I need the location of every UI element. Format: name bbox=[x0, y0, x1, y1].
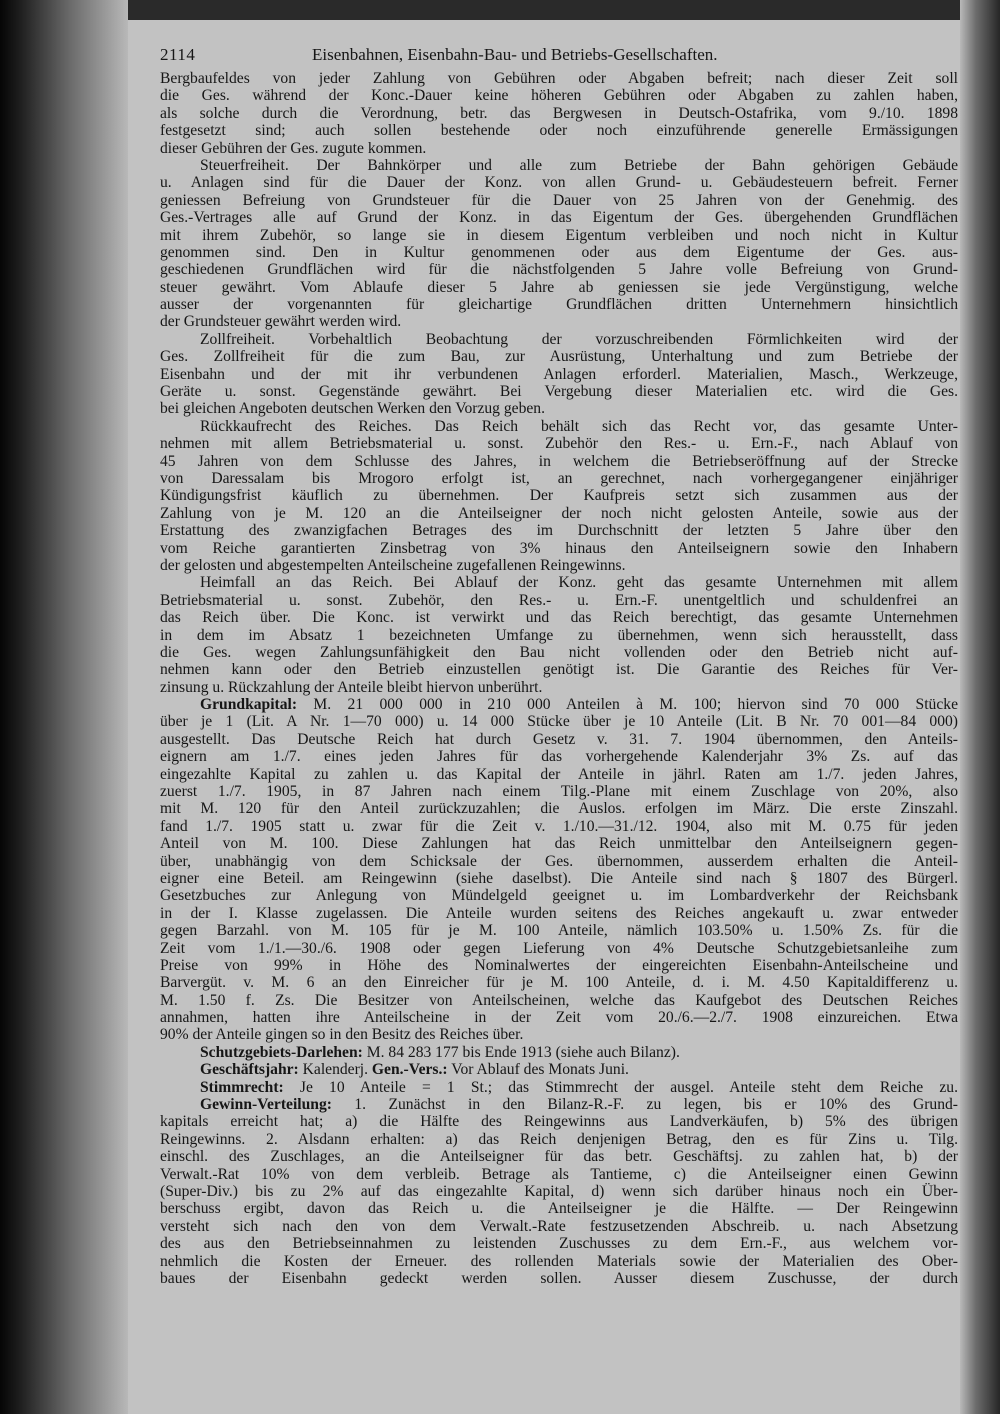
text-line bbox=[160, 261, 958, 278]
line-text: der gelosten und abgestempelten Anteilscheine zugefallenen Reingewinns. bbox=[160, 556, 626, 574]
text-line bbox=[160, 731, 958, 748]
line-text: in dem im Absatz 1 bezeichneten Umfange zu übernehmen, wenn sich herausstellt, dass bbox=[160, 626, 958, 644]
line-text: (Super-Div.) bis zu 2% auf das eingezahlte Kapital, d) wenn sich darüber hinaus noch ein Über- bbox=[160, 1183, 958, 1200]
text-line bbox=[160, 887, 958, 904]
line-text: bei gleichen Angeboten deutschen Werken den Vorzug geben. bbox=[160, 400, 546, 418]
line-text: gegen Barzahl. von M. 105 für je M. 100 Anteile, nämlich 103.50% u. 1.50% Zs. für die bbox=[160, 922, 958, 940]
text-line bbox=[160, 331, 958, 348]
line-text: versteht sich nach den von dem Verwalt.-Rate festzusetzenden Abschreib. u. nach Absetzung bbox=[160, 1217, 958, 1235]
text-line bbox=[160, 1270, 958, 1287]
text-line bbox=[160, 1113, 958, 1130]
line-text: u. Anlagen sind für die Dauer der Konz. von allen Grund- u. Gebäudesteuern befreit. Ferner bbox=[160, 174, 958, 192]
text-line bbox=[160, 296, 958, 313]
text-line bbox=[160, 627, 958, 644]
text-line bbox=[160, 70, 958, 87]
line-text: dieser Gebühren der Ges. zugute kommen. bbox=[160, 139, 427, 157]
section-label: Gewinn-Verteilung: bbox=[200, 1096, 332, 1114]
text-line bbox=[160, 905, 958, 922]
line-text: mit ihrem Zubehör, so lange sie in diesem Eigentum verbleiben und noch nicht in Kultur bbox=[160, 226, 958, 244]
line-text: Reingewinns. 2. Alsdann erhalten: a) das Reich denjenigen Betrag, den es für Zins u. Tilg. bbox=[160, 1130, 958, 1148]
text-line bbox=[160, 644, 958, 661]
body-text bbox=[160, 70, 958, 1287]
text-line bbox=[160, 609, 958, 626]
line-text: die Ges. während der Konc.-Dauer keine höheren Gebühren oder Abgaben zu zahlen haben, bbox=[160, 87, 958, 105]
text-line bbox=[160, 522, 958, 539]
line-text: Kündigungsfrist käuflich zu übernehmen. Der Kaufpreis setzt sich zusammen aus der bbox=[160, 487, 958, 505]
section-label: Geschäftsjahr: bbox=[200, 1061, 299, 1079]
line-text: Ges.-Vertrages alle auf Grund der Konz. in das Eigentum der Ges. übergehenden Grundflächen bbox=[160, 209, 958, 227]
text-line bbox=[160, 87, 958, 104]
text-line bbox=[160, 313, 958, 330]
line-text: steuer gewährt. Vom Ablaufe dieser 5 Jahre ab geniessen sie jede Vergünstigung, welche bbox=[160, 278, 958, 296]
text-line bbox=[160, 1200, 958, 1217]
text-line bbox=[160, 192, 958, 209]
text-line bbox=[160, 940, 958, 957]
text-line bbox=[160, 1079, 958, 1096]
line-text: Zahlung von je M. 120 an die Anteilseigner der noch nicht gelosten Anteile, sowie aus der bbox=[160, 504, 958, 522]
line-text: Vor Ablauf des Monats Juni. bbox=[447, 1061, 629, 1079]
line-text: nehmen mit allem Betriebsmaterial u. sonst. Zubehör den Res.- u. Ern.-F., nach Ablauf von bbox=[160, 435, 958, 453]
page-content bbox=[160, 40, 958, 1287]
line-text: geniessen Befreiung von Grundsteuer für die Dauer von 25 Jahren von der Genehmig. des bbox=[160, 191, 958, 209]
text-line bbox=[160, 1235, 958, 1252]
line-text: Verwalt.-Rat 10% von dem verbleib. Betrage als Tantieme, c) die Anteilseigner einen Gewinn bbox=[160, 1165, 958, 1183]
text-line bbox=[160, 922, 958, 939]
line-text: zinsung u. Rückzahlung der Anteile bleibt hiervon unberührt. bbox=[160, 678, 543, 696]
line-text: in der I. Klasse zugelassen. Die Anteile wurden seitens des Reiches angekauft u. zwar entweder bbox=[160, 904, 958, 922]
section-label: Schutzgebiets-Darlehen: bbox=[200, 1043, 363, 1061]
text-line bbox=[160, 244, 958, 261]
text-line bbox=[160, 140, 958, 157]
text-line bbox=[160, 418, 958, 435]
text-line bbox=[160, 992, 958, 1009]
text-line bbox=[160, 105, 958, 122]
text-line bbox=[160, 835, 958, 852]
line-text: baues der Eisenbahn gedeckt werden sollen. Ausser diesem Zuschusse, der durch bbox=[160, 1269, 958, 1287]
line-text: Ges. Zollfreiheit für die zum Bau, zur Ausrüstung, Unterhaltung und zum Betriebe der bbox=[160, 348, 958, 366]
line-text: Bergbaufeldes von jeder Zahlung von Gebühren oder Abgaben befreit; nach dieser Zeit soll bbox=[160, 70, 958, 87]
line-text: als solche durch die Verordnung, betr. das Bergwesen in Deutsch-Ostafrika, vom 9./10. 1898 bbox=[160, 104, 958, 122]
line-text: der Grundsteuer gewährt werden wird. bbox=[160, 313, 402, 331]
text-line bbox=[160, 540, 958, 557]
line-text: Betriebsmaterial u. sonst. Zubehör, den Res.- u. Ern.-F. unentgeltlich und schuldenfrei an bbox=[160, 591, 958, 609]
line-text: 45 Jahren von dem Schlusse des Jahres, in welchem die Betriebseröffnung auf der Strecke bbox=[160, 452, 958, 470]
line-text: berschuss ergibt, davon das Reich u. die Anteilseigner je die Hälfte. — Der Reingewinn bbox=[160, 1200, 958, 1218]
line-text: 1. Zunächst in den Bilanz-R.-F. zu legen, bis er 10% des Grund- bbox=[331, 1096, 958, 1114]
text-line bbox=[160, 1026, 958, 1043]
section-label: Stimmrecht: bbox=[200, 1078, 284, 1096]
text-line bbox=[160, 800, 958, 817]
line-text: einschl. des Zuschlages, an die Anteilseigner für das betr. Geschäftsj. zu zahlen hat, b) der bbox=[160, 1148, 958, 1166]
text-line bbox=[160, 487, 958, 504]
line-text: Preise von 99% in Höhe des Nominalwertes der eingereichten Eisenbahn-Anteilscheine und bbox=[160, 956, 958, 974]
text-line bbox=[160, 435, 958, 452]
text-line bbox=[160, 1148, 958, 1165]
text-line bbox=[160, 783, 958, 800]
text-line bbox=[160, 592, 958, 609]
line-text: zuerst 1./7. 1905, in 87 Jahren nach einem Tilg.-Plane mit einem Zuschlage von 20%, also bbox=[160, 783, 958, 801]
line-text: Geräte u. sonst. Gegenstände gewährt. Bei Vergebung dieser Materialien etc. wird die Ges. bbox=[160, 383, 958, 401]
line-text: ausser der vorgenannten für gleichartige Grundflächen dritten Unternehmern hinsichtlich bbox=[160, 296, 958, 314]
line-text: genommen sind. Den in Kultur genommenen oder aus dem Eigentume der Ges. aus- bbox=[160, 243, 958, 261]
text-line bbox=[160, 1009, 958, 1026]
page-edge-right bbox=[960, 0, 1000, 1414]
page-number: 2114 bbox=[160, 45, 196, 64]
line-text: Je 10 Anteile = 1 St.; das Stimmrecht der ausgel. Anteile steht dem Reiche zu. bbox=[283, 1078, 958, 1096]
text-line bbox=[160, 157, 958, 174]
line-text: über je 1 (Lit. A Nr. 1—70 000) u. 14 000 Stücke über je 10 Anteile (Lit. B Nr. 70 001—84 000) bbox=[160, 713, 958, 731]
line-text: M. 1.50 f. Zs. Die Besitzer von Anteilscheinen, welche das Kaufgebot des Deutschen Reiches bbox=[160, 991, 958, 1009]
line-text: Erstattung des zwanzigfachen Betrages des im Durchschnitt der letzten 5 Jahre über den bbox=[160, 522, 958, 540]
text-line bbox=[160, 1131, 958, 1148]
text-line bbox=[160, 383, 958, 400]
line-text: eingezahlte Kapital zu zahlen u. das Kapital der Anteile in jährl. Raten am 1./7. jeden Jahres, bbox=[160, 765, 958, 783]
text-line bbox=[160, 400, 958, 417]
line-text: nehmen kann oder den Betrieb einzustellen genötigt ist. Die Garantie des Reiches für Ver- bbox=[160, 661, 958, 679]
line-text: Barvergüt. v. M. 6 an den Einreicher für je M. 100 Anteile, d. i. M. 4.50 Kapitaldifferenz u. bbox=[160, 974, 958, 992]
text-line bbox=[160, 1096, 958, 1113]
text-line bbox=[160, 957, 958, 974]
text-line bbox=[160, 748, 958, 765]
text-line bbox=[160, 1044, 958, 1061]
text-line bbox=[160, 766, 958, 783]
text-line bbox=[160, 574, 958, 591]
text-line bbox=[160, 1166, 958, 1183]
text-line bbox=[160, 174, 958, 191]
text-line bbox=[160, 661, 958, 678]
line-text: kapitals erreicht hat; a) die Hälfte des Reingewinns aus Landverkäufen, b) 5% des übrigen bbox=[160, 1113, 958, 1131]
running-header bbox=[160, 40, 958, 70]
line-text: des aus den Betriebseinnahmen zu leistenden Zuschusses zu dem Ern.-F., aus welchem vor- bbox=[160, 1235, 958, 1253]
section-label: Grundkapital: bbox=[200, 696, 298, 714]
line-text: geschiedenen Grundflächen wird für die nächstfolgenden 5 Jahre volle Befreiung von Grund- bbox=[160, 261, 958, 279]
line-text: Gesetzbuches zur Anlegung von Mündelgeld geeignet u. im Lombardverkehr der Reichsbank bbox=[160, 887, 958, 905]
line-text: M. 21 000 000 in 210 000 Anteilen à M. 100; hiervon sind 70 000 Stücke bbox=[297, 696, 958, 714]
text-line bbox=[160, 974, 958, 991]
text-line bbox=[160, 1253, 958, 1270]
text-line bbox=[160, 870, 958, 887]
line-text: annahmen, hatten ihre Anteilscheine in der Zeit vom 20./6.—2./7. 1908 einzureichen. Etwa bbox=[160, 1009, 958, 1027]
line-text: Heimfall an das Reich. Bei Ablauf der Konz. geht das gesamte Unternehmen mit allem bbox=[200, 574, 958, 592]
text-line bbox=[160, 470, 958, 487]
text-line bbox=[160, 1061, 958, 1078]
line-text: festgesetzt sind; auch sollen bestehende oder noch einzuführende generelle Ermässigungen bbox=[160, 122, 958, 140]
line-text: von Daressalam bis Mrogoro erfolgt ist, an gerechnet, nach vorhergegangener einjähriger bbox=[160, 469, 958, 487]
line-text: Anteil von M. 100. Diese Zahlungen hat das Reich unmittelbar den Anteilseignern gegen- bbox=[160, 835, 958, 853]
line-text: über, unabhängig von dem Schicksale der Ges. übernommen, ausserdem erhalten die Anteil- bbox=[160, 852, 958, 870]
text-line bbox=[160, 1183, 958, 1200]
text-line bbox=[160, 227, 958, 244]
line-text: Zollfreiheit. Vorbehaltlich Beobachtung der vorzuschreibenden Förmlichkeiten wird der bbox=[200, 330, 958, 348]
line-text: nehmlich die Kosten der Erneuer. des rollenden Materials sowie der Materialien des Ober- bbox=[160, 1252, 958, 1270]
line-text: eigner eine Beteil. am Reingewinn (siehe daselbst). Die Anteile sind nach § 1807 des Bürgerl. bbox=[160, 869, 958, 887]
line-text: Steuerfreiheit. Der Bahnkörper und alle zum Betriebe der Bahn gehörigen Gebäude bbox=[200, 156, 958, 174]
line-text: Eisenbahn und der mit ihr verbundenen Anlagen erforderl. Materialien, Masch., Werkzeuge, bbox=[160, 365, 958, 383]
text-line bbox=[160, 557, 958, 574]
line-text: vom Reiche garantierten Zinsbetrag von 3% hinaus den Anteilseignern sowie den Inhabern bbox=[160, 539, 958, 557]
line-text: das Reich über. Die Konc. ist verwirkt und das Reich berechtigt, das gesamte Unternehmen bbox=[160, 609, 958, 627]
header-title: Eisenbahnen, Eisenbahn-Bau- und Betriebs-Gesellschaften. bbox=[312, 45, 718, 64]
line-text: 90% der Anteile gingen so in den Besitz des Reiches über. bbox=[160, 1026, 524, 1044]
section-label: Gen.-Vers.: bbox=[371, 1061, 448, 1079]
text-line bbox=[160, 696, 958, 713]
line-text: M. 84 283 177 bis Ende 1913 (siehe auch Bilanz). bbox=[362, 1043, 680, 1061]
line-text: die Ges. wegen Zahlungsunfähigkeit den Bau nicht vollenden oder den Betrieb nicht auf- bbox=[160, 643, 958, 661]
text-line bbox=[160, 1218, 958, 1235]
text-line bbox=[160, 853, 958, 870]
line-text: eignern am 1./7. eines jeden Jahres für das vorhergehende Kalenderjahr 3% Zs. auf das bbox=[160, 748, 958, 766]
text-line bbox=[160, 505, 958, 522]
line-text: fand 1./7. 1905 statt u. zwar für die Zeit v. 1./10.—31./12. 1904, also mit M. 0.75 für jeden bbox=[160, 817, 958, 835]
text-line bbox=[160, 209, 958, 226]
text-line bbox=[160, 122, 958, 139]
line-text: Kalenderj. bbox=[298, 1061, 372, 1079]
text-line bbox=[160, 818, 958, 835]
line-text: ausgestellt. Das Deutsche Reich hat durch Gesetz v. 31. 7. 1904 übernommen, den Anteils- bbox=[160, 730, 958, 748]
line-text: Zeit vom 1./1.—30./6. 1908 oder gegen Lieferung von 4% Deutsche Schutzgebietsanleihe zum bbox=[160, 939, 958, 957]
text-line bbox=[160, 453, 958, 470]
text-line bbox=[160, 713, 958, 730]
text-line bbox=[160, 279, 958, 296]
line-text: Rückkaufrecht des Reiches. Das Reich behält sich das Recht vor, das gesamte Unter- bbox=[200, 417, 958, 435]
book-gutter-left bbox=[0, 0, 128, 1414]
text-line bbox=[160, 679, 958, 696]
text-line bbox=[160, 366, 958, 383]
line-text: mit M. 120 für den Anteil zurückzuzahlen; die Auslos. erfolgen im März. Die erste Zinszahl. bbox=[160, 800, 958, 818]
text-line bbox=[160, 348, 958, 365]
